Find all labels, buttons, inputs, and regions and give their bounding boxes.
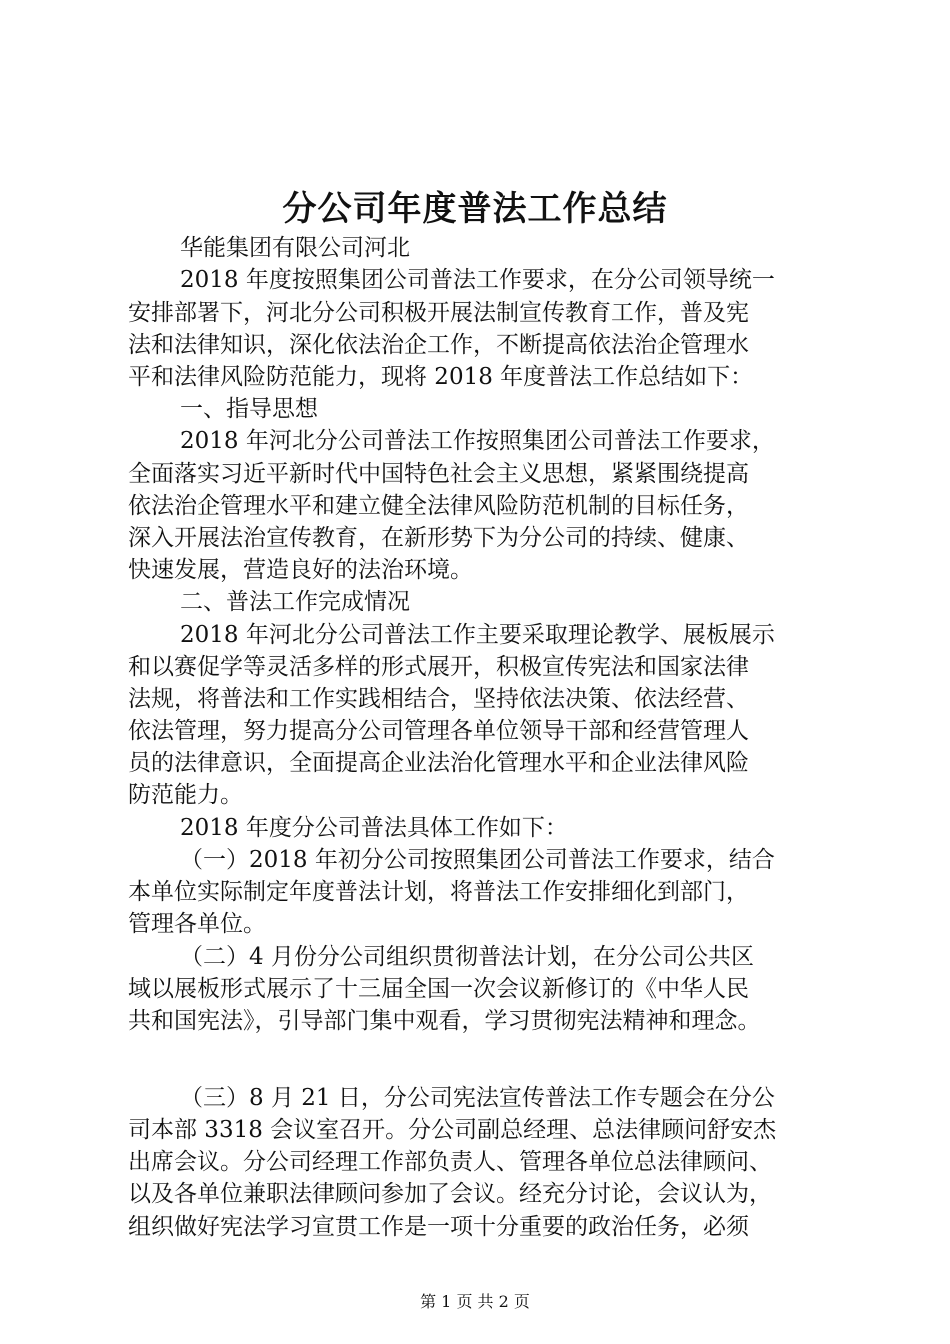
body-line: 2018 年度按照集团公司普法工作要求，在分公司领导统一	[180, 267, 775, 293]
body-line: （二）4 月份分公司组织贯彻普法计划，在分公司公共区	[180, 944, 754, 970]
body-line: 2018 年河北分公司普法工作主要采取理论教学、展板展示	[180, 622, 775, 648]
body-line: 法和法律知识，深化依法治企工作，不断提高依法治企管理水	[128, 332, 749, 358]
document-title: 分公司年度普法工作总结	[282, 189, 668, 229]
body-line: 管理各单位。	[128, 911, 266, 937]
body-line: 依法治企管理水平和建立健全法律风险防范机制的目标任务，	[128, 493, 749, 519]
body-line: 出席会议。分公司经理工作部负责人、管理各单位总法律顾问、	[128, 1149, 772, 1175]
section-heading: 一、指导思想	[180, 396, 318, 422]
body-line: 深入开展法治宣传教育，在新形势下为分公司的持续、健康、	[128, 525, 749, 551]
body-line: （一）2018 年初分公司按照集团公司普法工作要求，结合	[180, 847, 775, 873]
body-line: 员的法律意识，全面提高企业法治化管理水平和企业法律风险	[128, 750, 749, 776]
body-line: 司本部 3318 会议室召开。分公司副总经理、总法律顾问舒安杰	[128, 1117, 777, 1143]
body-line: 组织做好宪法学习宣贯工作是一项十分重要的政治任务，必须	[128, 1214, 749, 1240]
body-line: 防范能力。	[128, 782, 243, 808]
body-line: 法规，将普法和工作实践相结合，坚持依法决策、依法经营、	[128, 686, 749, 712]
body-line: 华能集团有限公司河北	[180, 235, 410, 261]
body-line: 依法管理，努力提高分公司管理各单位领导干部和经营管理人	[128, 718, 749, 744]
page-number-footer: 第 1 页 共 2 页	[420, 1292, 530, 1311]
body-line: 全面落实习近平新时代中国特色社会主义思想，紧紧围绕提高	[128, 461, 749, 487]
body-line: 2018 年河北分公司普法工作按照集团公司普法工作要求，	[180, 428, 775, 454]
body-line: 平和法律风险防范能力，现将 2018 年度普法工作总结如下：	[128, 364, 754, 390]
body-line: （三）8 月 21 日，分公司宪法宣传普法工作专题会在分公	[180, 1085, 775, 1111]
body-line: 安排部署下，河北分公司积极开展法制宣传教育工作，普及宪	[128, 300, 749, 326]
body-line: 和以赛促学等灵活多样的形式展开，积极宣传宪法和国家法律	[128, 654, 749, 680]
body-line: 以及各单位兼职法律顾问参加了会议。经充分讨论，会议认为，	[128, 1181, 772, 1207]
body-line: 共和国宪法》，引导部门集中观看，学习贯彻宪法精神和理念。	[128, 1008, 761, 1034]
body-line: 快速发展，营造良好的法治环境。	[128, 557, 473, 583]
body-line: 2018 年度分公司普法具体工作如下：	[180, 815, 568, 841]
body-line: 本单位实际制定年度普法计划，将普法工作安排细化到部门，	[128, 879, 749, 905]
body-line: 域以展板形式展示了十三届全国一次会议新修订的《中华人民	[128, 976, 749, 1002]
section-heading: 二、普法工作完成情况	[180, 589, 410, 615]
